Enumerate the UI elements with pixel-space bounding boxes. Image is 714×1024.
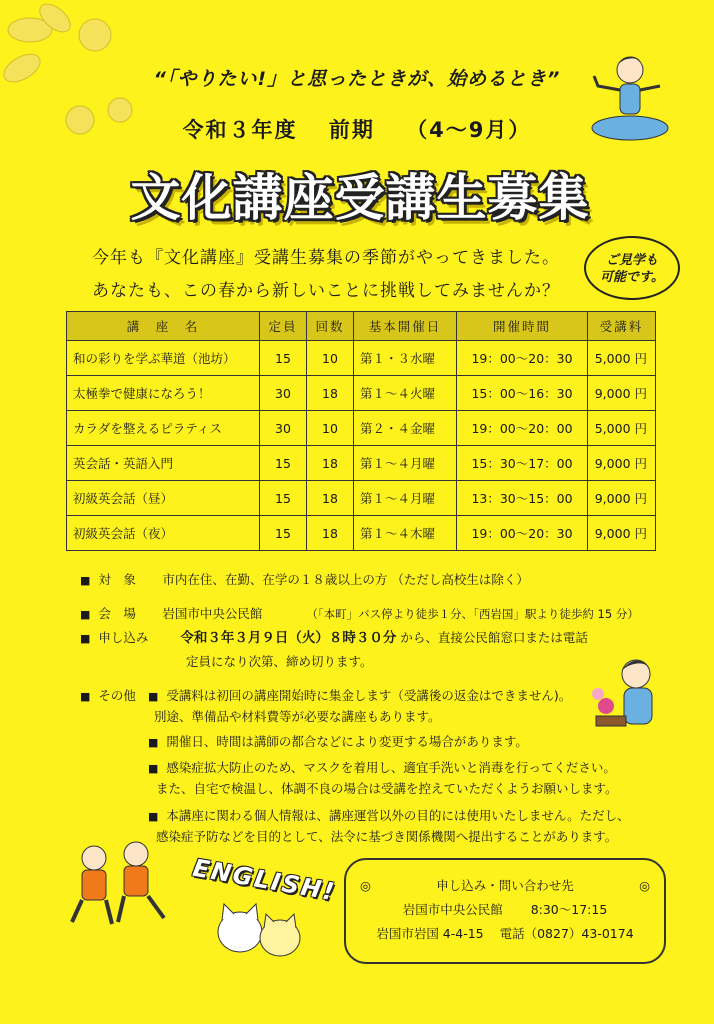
- contact-hours: 8:30～17:15: [530, 902, 608, 917]
- cell-fee: 9,000 円: [588, 481, 656, 516]
- venue-label: 会 場: [98, 606, 136, 621]
- cell-capacity: 15: [260, 341, 307, 376]
- term-era: 令和３年度: [182, 118, 298, 142]
- cell-time: 19：00～20：00: [457, 411, 588, 446]
- ikebana-woman-illustration: [586, 650, 690, 746]
- contact-mark-left: ◎: [360, 878, 371, 893]
- contact-phone: 電話（0827）43-0174: [499, 926, 634, 941]
- cell-days: 第１～４火曜: [354, 376, 457, 411]
- table-row: [67, 516, 656, 551]
- apply-method: から、直接公民館窓口または電話: [400, 630, 588, 645]
- contact-address-row: [346, 922, 664, 946]
- main-title: 文化講座受講生募集: [130, 169, 590, 227]
- cell-capacity: 15: [260, 446, 307, 481]
- note-2-line-1: 開催日、時間は講師の都合などにより変更する場合があります。: [166, 734, 528, 749]
- apply-row: ■ 申し込み 令和３年３月９日（火）８時３０分 から、直接公民館窓口または電話: [80, 630, 588, 646]
- other-label: その他: [98, 688, 136, 703]
- venue-name: 岩国市中央公民館: [162, 606, 263, 621]
- bubble-line-2: 可能です。: [600, 270, 664, 285]
- cell-capacity: 30: [260, 376, 307, 411]
- cell-course-name: 英会話・英語入門: [67, 446, 260, 481]
- target-label: 対 象: [98, 572, 136, 587]
- table-row: [67, 446, 656, 481]
- cell-sessions: 18: [307, 481, 354, 516]
- col-time: 開催時間: [457, 312, 588, 341]
- table-row: [67, 341, 656, 376]
- table-header-row: [67, 312, 656, 341]
- other-label-row: ■ その他: [80, 688, 136, 703]
- cell-time: 15：30～17：00: [457, 446, 588, 481]
- cell-time: 19：00～20：30: [457, 341, 588, 376]
- note-1-line-2: 別途、準備品や材料費等が必要な講座もあります。: [154, 709, 441, 724]
- course-table: [66, 311, 656, 551]
- cell-fee: 9,000 円: [588, 516, 656, 551]
- note-3-line-2: また、自宅で検温し、体調不良の場合は受講を控えていただくようお願いします。: [156, 781, 618, 796]
- cell-course-name: 太極拳で健康になろう！: [67, 376, 260, 411]
- note-4-line-1: 本講座に関わる個人情報は、講座運営以外の目的には使用いたしません。ただし、: [166, 808, 630, 823]
- cell-time: 19：00～20：30: [457, 516, 588, 551]
- cell-capacity: 15: [260, 481, 307, 516]
- col-capacity: 定員: [260, 312, 307, 341]
- note-1-line-1: 受講料は初回の講座開始時に集金します（受講後の返金はできません)。: [166, 688, 572, 703]
- yoga-woman-illustration: [574, 48, 678, 152]
- term-months: （4～9月）: [406, 118, 532, 142]
- cats-illustration: [210, 898, 310, 968]
- note-3-line-1: 感染症拡大防止のため、マスクを着用し、適宜手洗いと消毒を行ってください。: [166, 760, 616, 775]
- intro-text: [92, 242, 560, 308]
- apply-date: 令和３年３月９日（火）８時３０分: [180, 630, 397, 646]
- table-row: [67, 481, 656, 516]
- contact-address: 岩国市岩国 4-4-15: [376, 926, 484, 941]
- apply-note: 定員になり次第、締め切ります。: [186, 654, 373, 669]
- bubble-line-1: ご見学も: [605, 253, 658, 268]
- cell-fee: 5,000 円: [588, 341, 656, 376]
- cell-days: 第２・４金曜: [354, 411, 457, 446]
- note-2: ■ 開催日、時間は講師の都合などにより変更する場合があります。: [148, 734, 528, 749]
- cell-sessions: 10: [307, 411, 354, 446]
- cell-sessions: 10: [307, 341, 354, 376]
- apply-label: 申し込み: [98, 630, 149, 645]
- target-row: ■ 対 象 市内在住、在勤、在学の１８歳以上の方 （ただし高校生は除く）: [80, 570, 529, 591]
- cell-sessions: 18: [307, 446, 354, 481]
- catchphrase: “「やりたい!」と思ったときが、始めるとき”: [153, 68, 561, 90]
- col-sessions: 回数: [307, 312, 354, 341]
- contact-mark-right: ◎: [639, 878, 650, 893]
- cell-days: 第１・３水曜: [354, 341, 457, 376]
- cell-days: 第１～４月曜: [354, 446, 457, 481]
- taichi-illustration: [66, 836, 176, 930]
- col-fee: 受講料: [588, 312, 656, 341]
- table-row: [67, 411, 656, 446]
- cell-fee: 5,000 円: [588, 411, 656, 446]
- contact-box: [344, 858, 666, 964]
- contact-heading: 申し込み・問い合わせ先: [436, 878, 574, 893]
- cell-fee: 9,000 円: [588, 376, 656, 411]
- cell-course-name: 和の彩りを学ぶ華道（池坊）: [67, 341, 260, 376]
- cell-course-name: カラダを整えるピラティス: [67, 411, 260, 446]
- cell-capacity: 30: [260, 411, 307, 446]
- note-3: ■ 感染症拡大防止のため、マスクを着用し、適宜手洗いと消毒を行ってください。 また、自宅で検温し、体調不良の場合は受講を控えていただくようお願いします。: [148, 758, 618, 799]
- table-row: [67, 376, 656, 411]
- note-4: ■ 本講座に関わる個人情報は、講座運営以外の目的には使用いたしません。ただし、 感染症予防などを目的として、法令に基づき関係機関へ提出することがあります。: [148, 806, 630, 847]
- col-days: 基本開催日: [354, 312, 457, 341]
- visit-bubble: [584, 236, 680, 300]
- note-4-line-2: 感染症予防などを目的として、法令に基づき関係機関へ提出することがあります。: [156, 829, 618, 844]
- cell-course-name: 初級英会話（夜）: [67, 516, 260, 551]
- intro-line-2: あなたも、この春から新しいことに挑戦してみませんか？: [92, 281, 560, 301]
- venue-row: ■ 会 場 岩国市中央公民館 （「本町」バス停より徒歩１分、「西岩国」駅より徒歩約 15 分）: [80, 604, 639, 625]
- contact-heading-row: [346, 874, 664, 898]
- cell-sessions: 18: [307, 376, 354, 411]
- col-course-name: 講 座 名: [67, 312, 260, 341]
- target-text: 市内在住、在勤、在学の１８歳以上の方 （ただし高校生は除く）: [162, 572, 529, 587]
- cell-sessions: 18: [307, 516, 354, 551]
- term-half: 前期: [328, 118, 375, 142]
- contact-name-row: [346, 898, 664, 922]
- cell-capacity: 15: [260, 516, 307, 551]
- cell-days: 第１～４月曜: [354, 481, 457, 516]
- cell-time: 13：30～15：00: [457, 481, 588, 516]
- cell-days: 第１～４木曜: [354, 516, 457, 551]
- contact-name: 岩国市中央公民館: [402, 902, 503, 917]
- intro-line-1: 今年も『文化講座』受講生募集の季節がやってきました。: [92, 248, 560, 268]
- cell-course-name: 初級英会話（昼）: [67, 481, 260, 516]
- cell-time: 15：00～16：30: [457, 376, 588, 411]
- venue-access: （「本町」バス停より徒歩１分、「西岩国」駅より徒歩約 15 分）: [306, 607, 639, 621]
- cell-fee: 9,000 円: [588, 446, 656, 481]
- note-1: ■ 受講料は初回の講座開始時に集金します（受講後の返金はできません)。 別途、準備品や材料費等が必要な講座もあります。: [148, 686, 571, 727]
- english-sign: ENGLISH!: [190, 853, 339, 907]
